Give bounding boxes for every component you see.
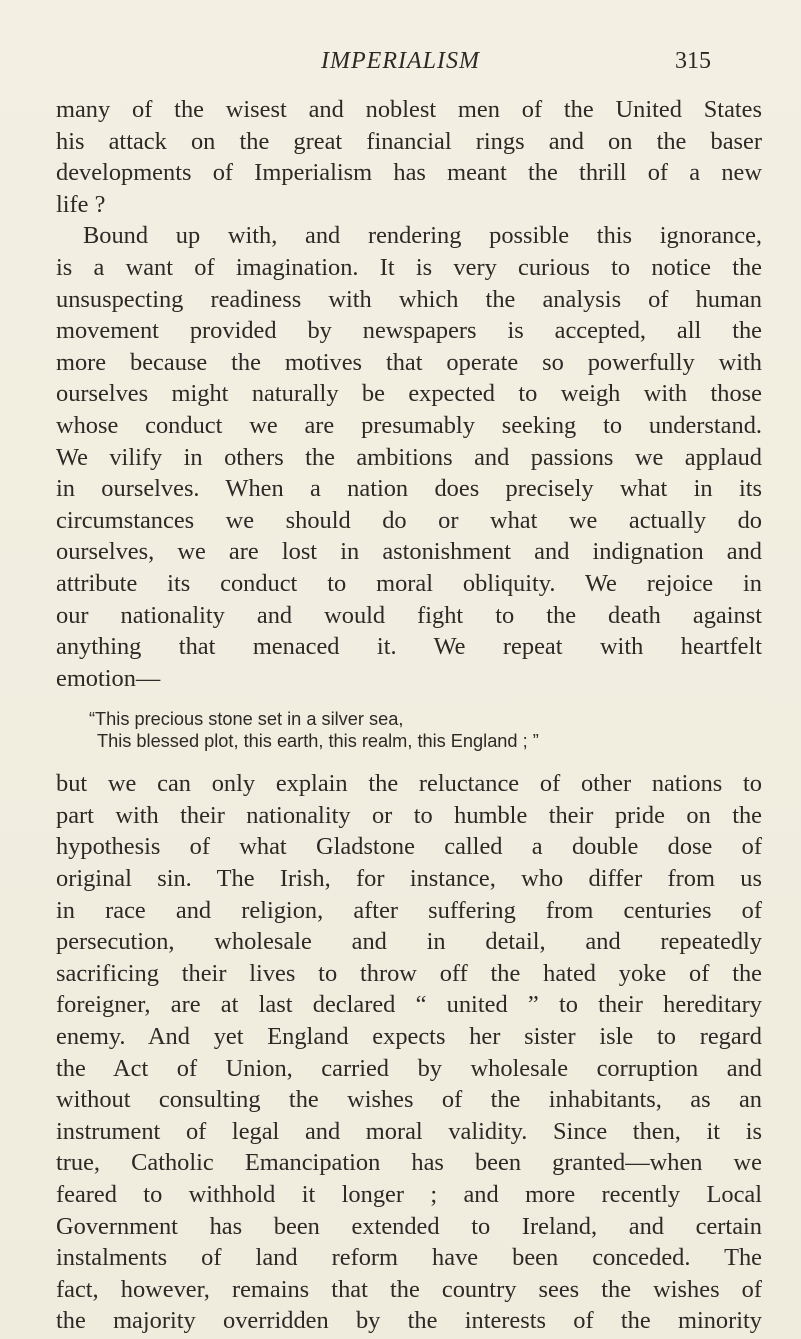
paragraph-1 <box>56 94 762 220</box>
text-line: Bound up with, and rendering possible this ignorance, <box>83 222 762 250</box>
text-line: We vilify in others the ambitions and passions we applaud <box>56 443 762 471</box>
text-line: instrument of legal and moral validity. Since then, it is <box>56 1117 762 1145</box>
text-line: hypothesis of what Gladstone called a double dose of <box>56 833 762 861</box>
running-head <box>90 48 711 82</box>
text-line: without consulting the wishes of the inhabitants, as an <box>56 1086 762 1114</box>
text-line: persecution, wholesale and in detail, and repeatedly <box>56 928 762 956</box>
text-line: but we can only explain the reluctance of other nations to <box>56 770 762 798</box>
text-line: the Act of Union, carried by wholesale corruption and <box>56 1054 762 1082</box>
text-line: ourselves, we are lost in astonishment and indignation and <box>56 538 762 566</box>
quote-line: This blessed plot, this earth, this realm, this England ; ” <box>97 731 539 752</box>
verse-quotation <box>56 708 762 752</box>
text-line: enemy. And yet England expects her sister isle to regard <box>56 1023 762 1051</box>
page-number: 315 <box>675 48 711 74</box>
text-line: is a want of imagination. It is very curious to notice the <box>56 253 762 281</box>
running-head-title: IMPERIALISM <box>321 48 480 74</box>
text-line: ourselves might naturally be expected to weigh with those <box>56 380 762 408</box>
text-line: true, Catholic Emancipation has been granted—when we <box>56 1149 762 1177</box>
text-line: anything that menaced it. We repeat with heartfelt <box>56 633 762 661</box>
text-line: whose conduct we are presumably seeking to understand. <box>56 411 762 439</box>
text-line: our nationality and would fight to the death against <box>56 601 762 629</box>
text-line: instalments of land reform have been conceded. The <box>56 1244 762 1272</box>
text-line: unsuspecting readiness with which the analysis of human <box>56 285 762 313</box>
text-line: many of the wisest and noblest men of the United States <box>56 96 762 123</box>
text-line: circumstances we should do or what we actually do <box>56 506 762 534</box>
text-line: fact, however, remains that the country sees the wishes of <box>56 1275 762 1303</box>
text-line: his attack on the great financial rings and on the baser <box>56 127 762 155</box>
text-line: feared to withhold it longer ; and more recently Local <box>56 1181 762 1208</box>
text-line: in race and religion, after suffering from centuries of <box>56 896 762 924</box>
text-line: Government has been extended to Ireland, and certain <box>56 1212 762 1240</box>
text-line: more because the motives that operate so powerfully with <box>56 348 762 376</box>
text-line: emotion— <box>56 664 161 692</box>
text-line: attribute its conduct to moral obliquity. We rejoice in <box>56 569 762 597</box>
paragraph-2 <box>56 220 762 694</box>
text-line: foreigner, are at last declared “ united ” to their hereditary <box>56 991 762 1019</box>
text-line: the majority overridden by the interests of the minority <box>56 1307 762 1335</box>
text-line: sacrificing their lives to throw off the hated yoke of the <box>56 959 762 987</box>
text-line: movement provided by newspapers is accepted, all the <box>56 317 762 345</box>
text-line: life ? <box>56 190 106 218</box>
text-line: developments of Imperialism has meant the thrill of a new <box>56 159 762 187</box>
text-line: original sin. The Irish, for instance, who differ from us <box>56 865 762 893</box>
quote-line: “This precious stone set in a silver sea, <box>89 709 404 730</box>
text-line: part with their nationality or to humble their pride on the <box>56 801 762 829</box>
body-text <box>56 94 762 1337</box>
paragraph-3 <box>56 768 762 1337</box>
text-line: in ourselves. When a nation does precisely what in its <box>56 475 762 503</box>
